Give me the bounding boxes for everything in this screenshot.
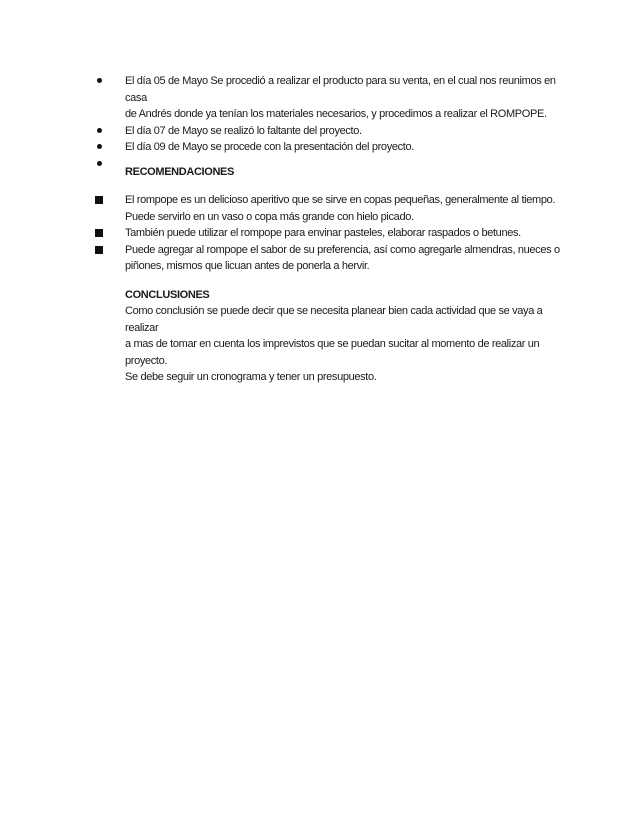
list-item-text: El día 09 de Mayo se procede con la presentación del proyecto. <box>125 141 414 153</box>
list-item-text: También puede utilizar el rompope para envinar pasteles, elaborar raspados o betunes. <box>125 227 521 239</box>
list-item-text: El día 05 de Mayo Se procedió a realizar el producto para su venta, en el cual nos reunimos en casa de Andrés donde ya tenían los materiales necesarios, y procedimos a realizar el ROMPOPE. <box>125 75 556 120</box>
progress-bullet-list <box>94 73 574 166</box>
recommendations-heading: RECOMENDACIONES <box>125 165 235 178</box>
list-item-text: Puede agregar al rompope el sabor de su preferencia, así como agregarle almendras, nueces o piñones, mismos que licuan antes de ponerla a hervir. <box>125 243 560 272</box>
list-item <box>94 242 574 275</box>
list-item <box>94 192 574 225</box>
bullet-square-icon <box>94 242 125 254</box>
list-item-text: El rompope es un delicioso aperitivo que se sirve en copas pequeñas, generalmente al tiempo. Puede servirlo en un vaso o copa más grande con hielo picado. <box>125 194 556 223</box>
list-item <box>94 73 574 123</box>
bullet-dot-icon <box>94 156 125 166</box>
bullet-dot-icon <box>94 123 125 133</box>
bullet-dot-icon <box>94 73 125 83</box>
bullet-square-icon <box>94 225 125 237</box>
list-item <box>94 123 574 140</box>
document-content <box>94 73 574 386</box>
list-item <box>94 139 574 156</box>
recommendations-list <box>94 192 574 275</box>
conclusions-body: Como conclusión se puede decir que se necesita planear bien cada actividad que se vaya a realizar a mas de tomar en cuenta los imprevistos que se puedan sucitar al momento de realizar un proyecto. Se debe seguir un cronograma y tener un presupuesto. <box>125 305 543 383</box>
bullet-square-icon <box>94 192 125 204</box>
bullet-dot-icon <box>94 139 125 149</box>
list-item <box>94 225 574 242</box>
list-item-text: El día 07 de Mayo se realizó lo faltante del proyecto. <box>125 124 362 137</box>
conclusions-heading: CONCLUSIONES <box>125 288 210 301</box>
